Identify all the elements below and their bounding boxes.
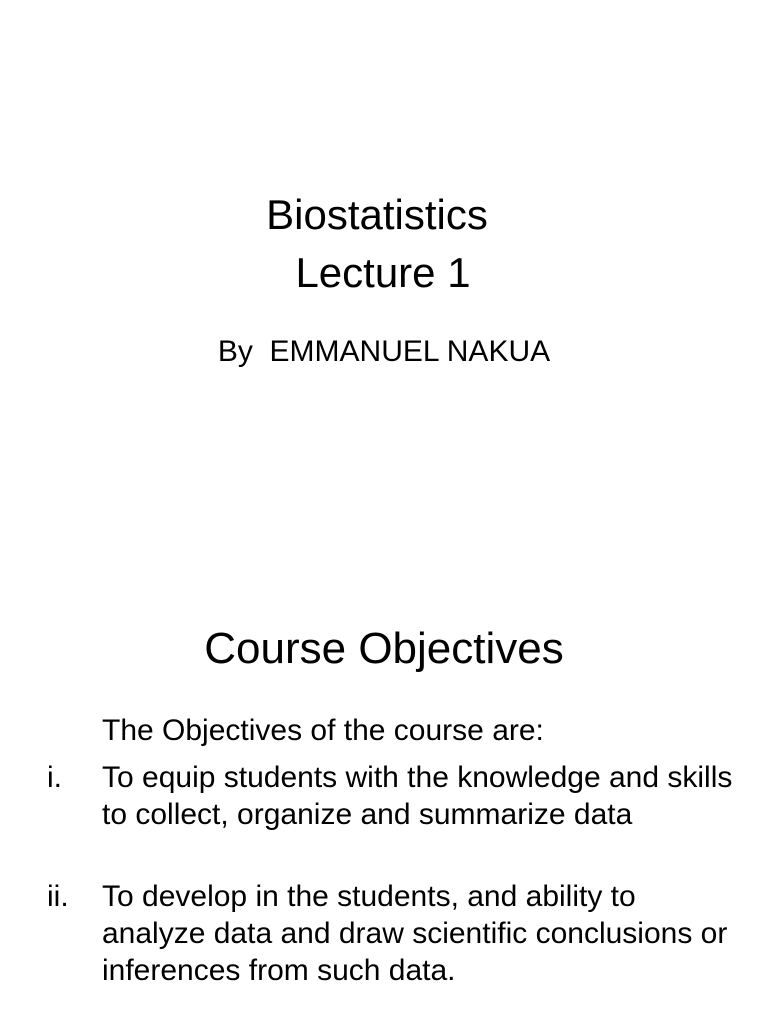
objective-text: To develop in the students, and ability to analyze data and draw scientific conclusions or inferences from such data. — [102, 880, 728, 987]
slide-title-line-2: Lecture 1 — [295, 249, 471, 296]
objective-number: i. — [47, 761, 62, 794]
author-byline: By EMMANUEL NAKUA — [217, 335, 551, 368]
section-heading: Course Objectives — [204, 624, 564, 673]
objective-number: ii. — [47, 880, 69, 913]
slide-title-line-1: Biostatistics — [266, 191, 488, 238]
objective-text: To equip students with the knowledge and skills to collect, organize and summarize data — [102, 761, 733, 831]
objectives-intro: The Objectives of the course are: — [102, 714, 544, 747]
